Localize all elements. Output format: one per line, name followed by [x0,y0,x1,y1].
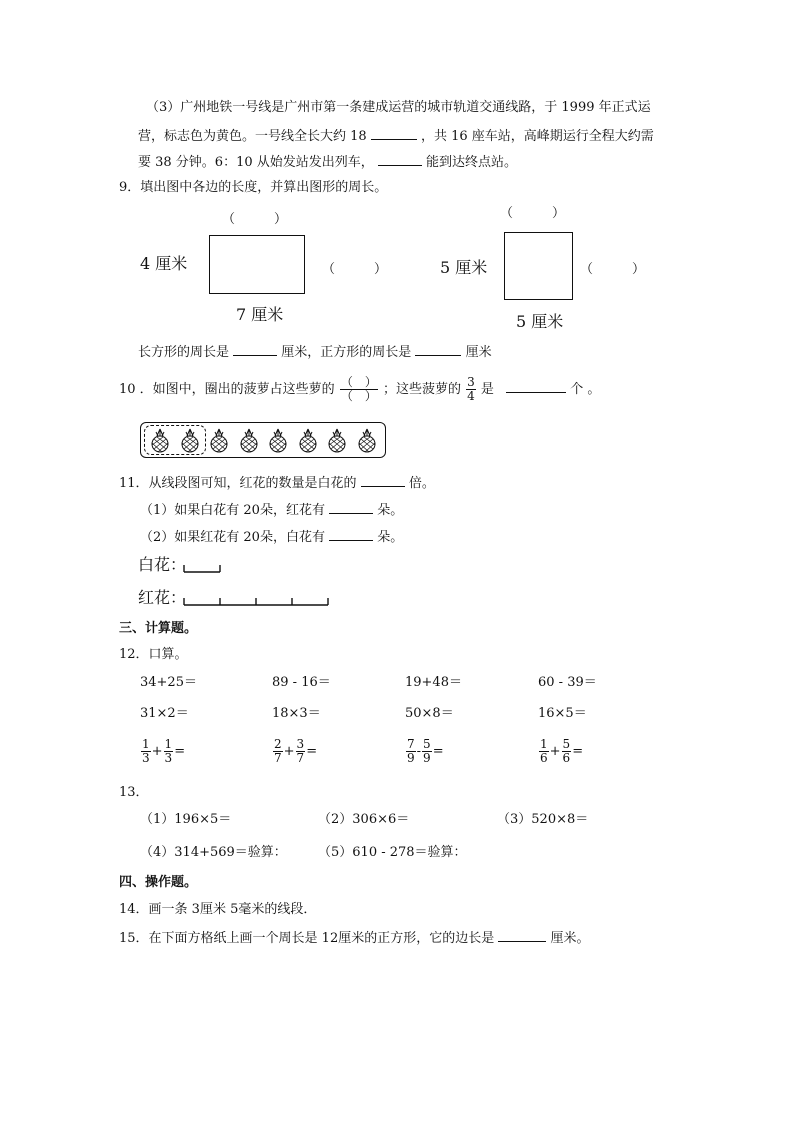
answer-blank[interactable] [415,343,461,356]
q12-r3-c4: $\frac{1}{6}$ + $\frac{5}{6}$ = [540,737,584,765]
red-flower-label: 红花： [138,588,187,607]
q11-title: 11．从线段图可知，红花的数量是白花的 倍。 [119,476,435,491]
answer-blank[interactable] [329,501,373,514]
q15-text: 15．在下面方格纸上画一个周长是 12厘米的正方形，它的边长是 厘米。 [119,931,590,946]
square-bottom-label: 5 厘米 [516,312,564,331]
rect-left-label: 4 厘米 [140,254,188,273]
pineapple-icon [206,427,232,453]
pineapple-icon [354,427,380,453]
q12-r1-c2: 89 - 16＝ [272,675,331,690]
q9-answer-line: 长方形的周长是 厘米，正方形的周长是 厘米 [138,345,492,360]
q12-title: 12．口算。 [119,647,188,662]
q13-item2: （2）306×6＝ [318,812,410,827]
q10-line: 10 ．如图中，圈出的菠萝占这些萝的 $\frac{( )}{( )}$ ；这些菠萝的 $\frac{3}{4}$ 是 个 。 [119,375,601,403]
square-figure [504,232,573,300]
white-flower-segment [183,562,223,574]
answer-blank[interactable] [329,528,373,541]
pineapple-box [140,422,386,458]
q12-r2-c2: 18×3＝ [272,706,321,721]
q11-sub2: （2）如果红花有 20朵，白花有 朵。 [140,530,404,545]
q13-item4: （4）314+569＝验算： [140,845,287,860]
rect-right-paren[interactable]: （ ） [322,262,388,277]
q13-item1: （1）196×5＝ [140,812,232,827]
q14-text: 14．画一条 3厘米 5毫米的线段． [119,902,317,917]
q12-r1-c3: 19+48＝ [405,675,462,690]
q12-r3-c2: $\frac{2}{7}$ + $\frac{3}{7}$ = [274,737,318,765]
pineapple-icon [295,427,321,453]
q9-title: 9．填出图中各边的长度，并算出图形的周长。 [119,180,388,195]
square-top-paren[interactable]: （ ） [500,206,566,221]
rectangle-figure [209,235,305,294]
q8-3-line3: 要 38 分钟。6：10 从始发站发出列车， 能到达终点站。 [138,155,518,170]
q8-3-line1: （3）广州地铁一号线是广州市第一条建成运营的城市轨道交通线路，于 1999 年正式运 [146,100,651,115]
white-flower-label: 白花： [138,555,187,574]
q12-r3-c3: $\frac{7}{9}$ - $\frac{5}{9}$ = [407,737,444,765]
q12-r1-c4: 60 - 39＝ [538,675,597,690]
answer-blank[interactable] [378,153,422,166]
pineapple-icon [324,427,350,453]
q12-r1-c1: 34+25＝ [140,675,197,690]
selection-circle [144,425,206,455]
q13-title: 13． [119,785,149,800]
q13-item5: （5）610 - 278＝验算： [318,845,467,860]
q12-r2-c4: 16×5＝ [538,706,587,721]
rect-top-paren[interactable]: （ ） [222,212,288,227]
rect-bottom-label: 7 厘米 [236,305,284,324]
q12-r3-c1: $\frac{1}{3}$ + $\frac{1}{3}$ = [142,737,186,765]
answer-blank[interactable] [506,380,566,393]
q8-3-line2: 营，标志色为黄色。一号线全长大约 18 ，共 16 座车站，高峰期运行全程大约需 [138,129,654,144]
pineapple-icon [265,427,291,453]
q13-item3: （3）520×8＝ [497,812,589,827]
section-4-heading: 四、操作题。 [119,875,198,890]
answer-blank[interactable] [498,929,546,942]
answer-blank[interactable] [233,343,277,356]
section-3-heading: 三、计算题。 [119,621,198,636]
pineapple-icon [236,427,262,453]
answer-blank[interactable] [361,474,405,487]
square-right-paren[interactable]: （ ） [580,262,646,277]
paren-fraction[interactable]: $\frac{( )}{( )}$ [340,375,377,403]
square-left-label: 5 厘米 [440,258,488,277]
fraction-three-quarters: $\frac{3}{4}$ [467,375,475,403]
q11-sub1: （1）如果白花有 20朵，红花有 朵。 [140,503,404,518]
q12-r2-c3: 50×8＝ [405,706,454,721]
q12-r2-c1: 31×2＝ [140,706,189,721]
answer-blank[interactable] [371,127,417,140]
red-flower-segment [183,595,333,607]
